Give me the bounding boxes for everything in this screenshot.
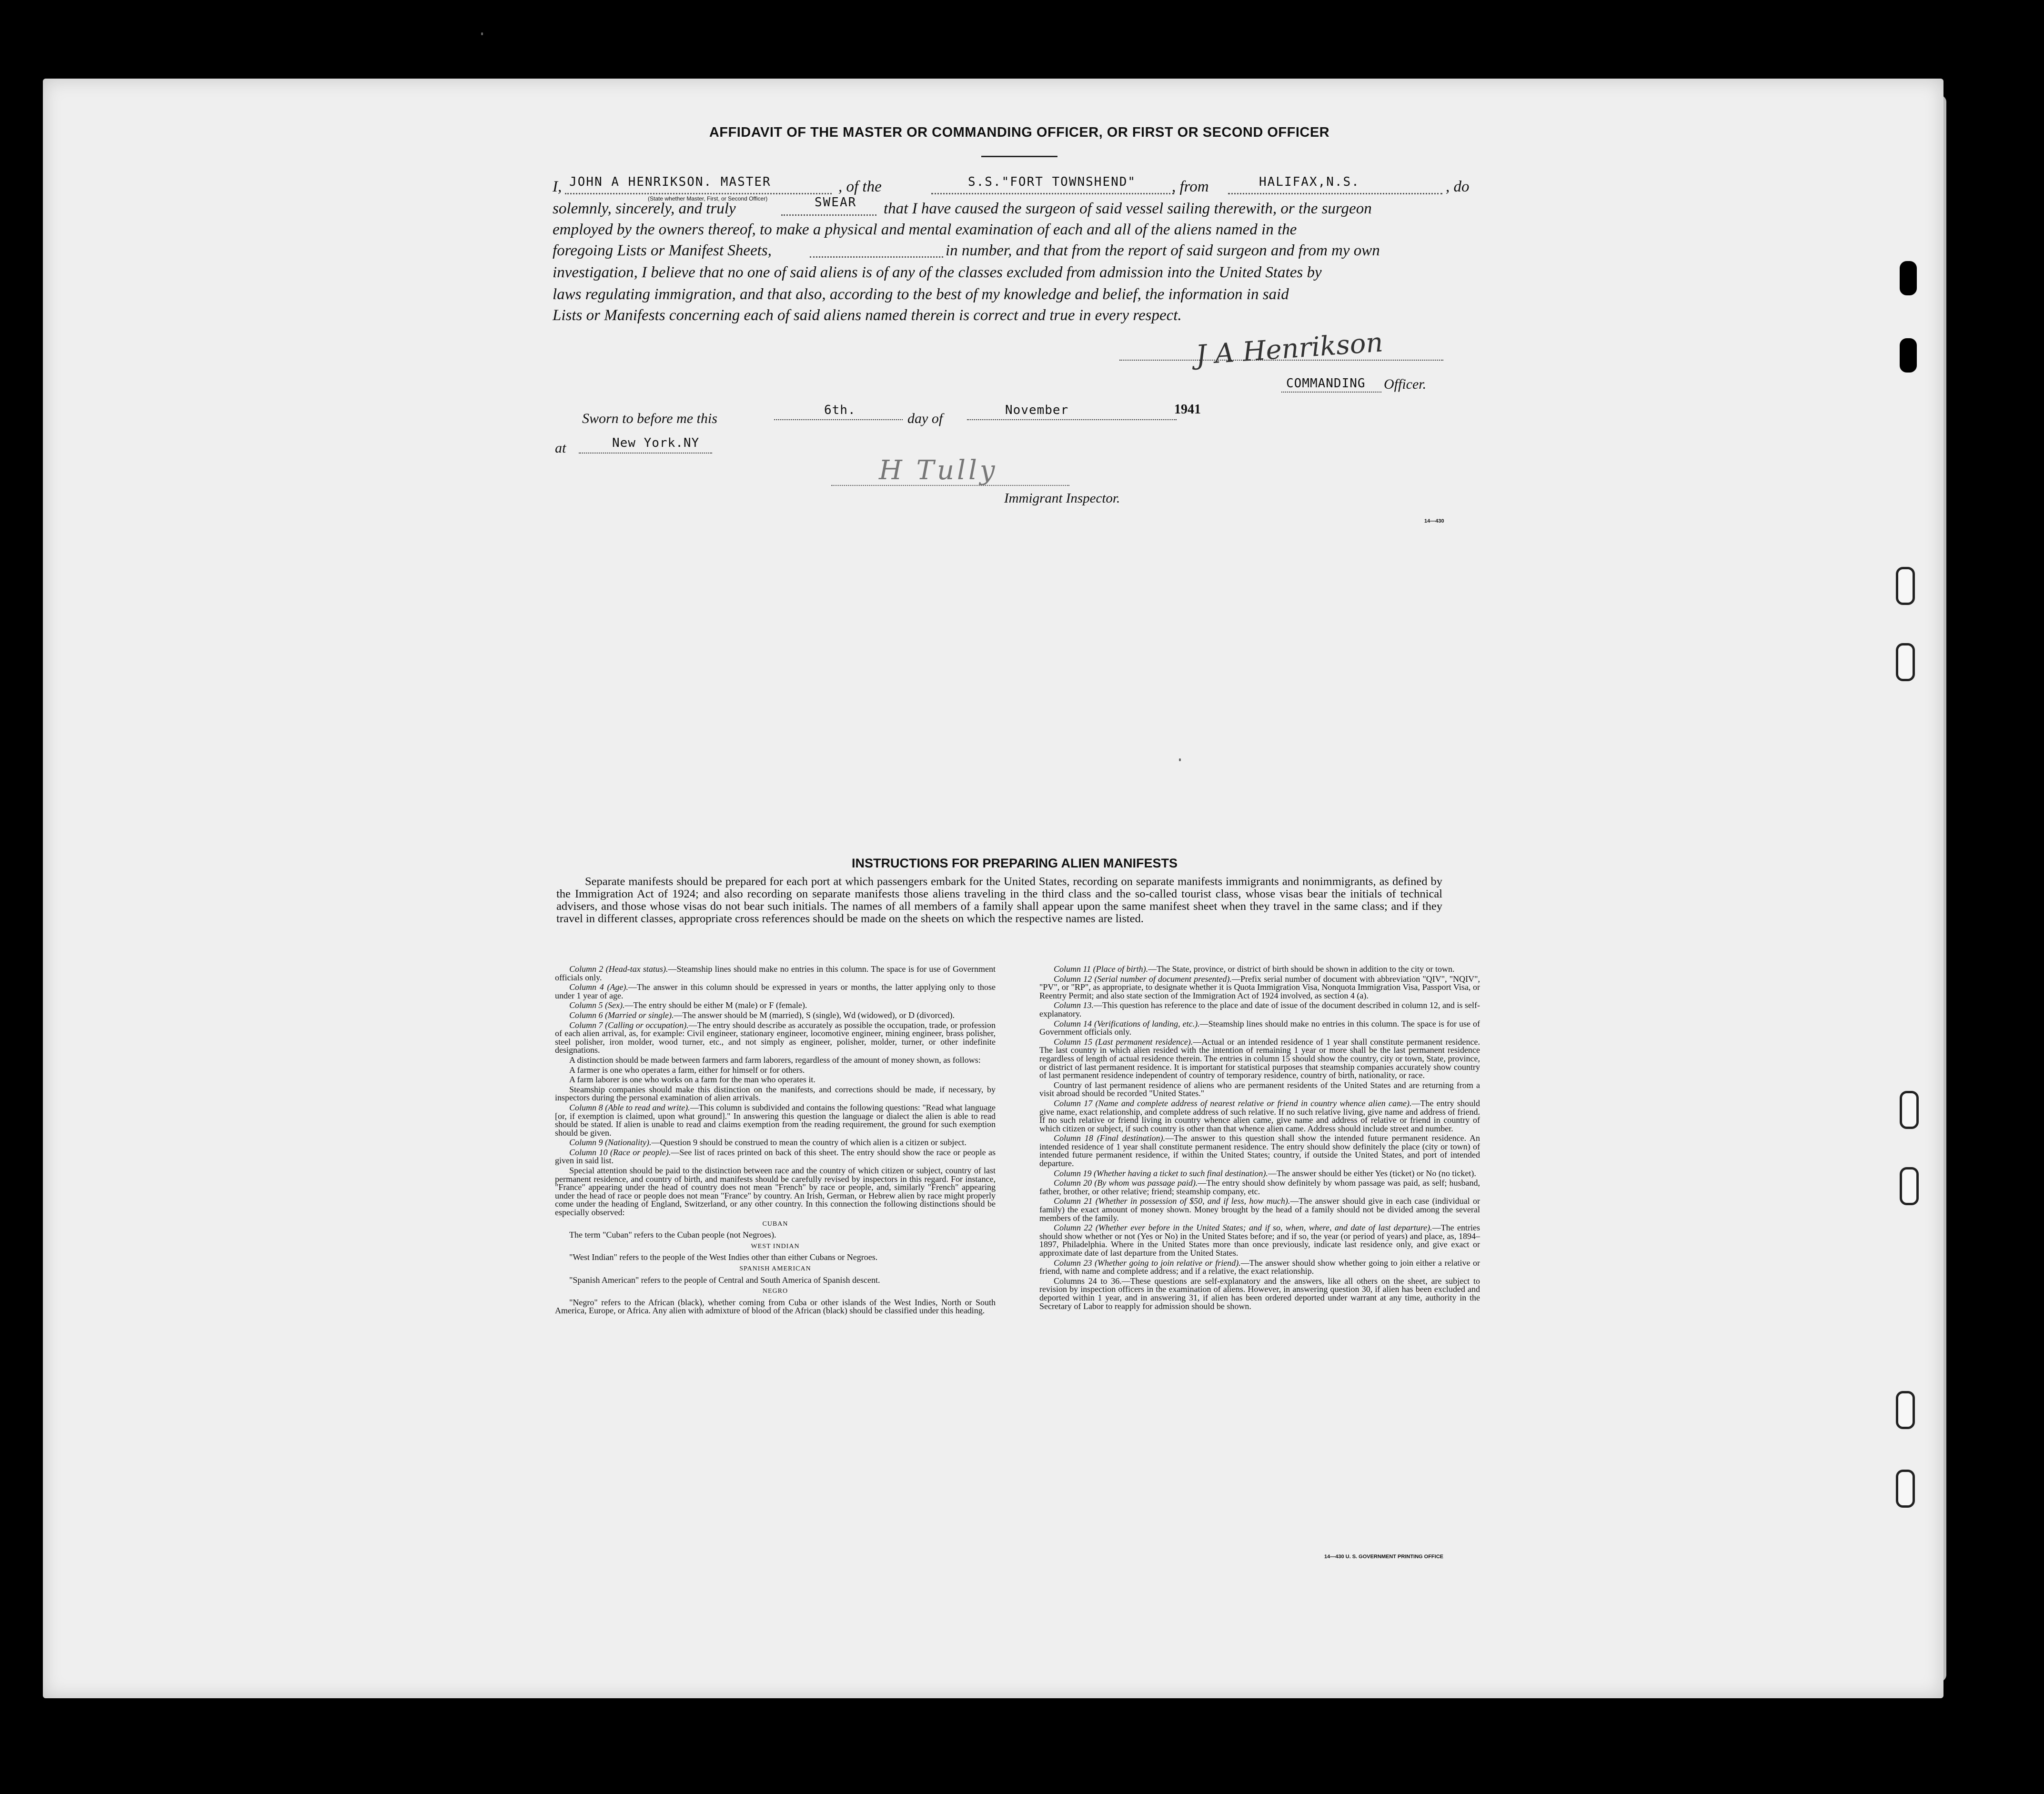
column-heading: Column 2 (Head-tax status). [569, 964, 668, 974]
master-name: JOHN A HENRIKSON. MASTER [569, 175, 771, 189]
officer-type-note: (State whether Master, First, or Second Officer) [648, 195, 768, 202]
title-rule [981, 156, 1057, 157]
officer-rank-line [1281, 392, 1381, 393]
instruction-text: A distinction should be made between farmers and farm laborers, regardless of the amount of money shown, as follows: [569, 1055, 981, 1065]
instruction-text: —The entry should give name, exact relationship, and complete address of such relative. If no such relative living, give name and address of friend. If no such relative or friend living in country whence alien came, give name and address of relative or friend in country of which citizen or subject, if such country is other than that whence alien came. Address should include street and number. [1039, 1098, 1480, 1133]
instruction-paragraph [555, 1231, 996, 1240]
instruction-paragraph [1039, 1134, 1480, 1168]
instruction-text: —The State, province, or district of birth should be shown in addition to the city or town. [1148, 964, 1455, 974]
instruction-paragraph [555, 1056, 996, 1065]
instruction-paragraph [1039, 1038, 1480, 1080]
instruction-paragraph [555, 1086, 996, 1102]
column-heading: Column 19 (Whether having a ticket to such final destination). [1054, 1168, 1268, 1178]
column-heading: Column 13. [1054, 1000, 1094, 1010]
instruction-text: —The entry should describe as accurately as possible the occupation, trade, or profession of each alien arrival, as, for example: Civil engineer, stationary engineer, locomotive engineer, mining engineer, brass polisher, steel polisher, iron molder, wood turner, etc., and not simply as engineer, polisher, molder, turner, or other indefinite designations. [555, 1020, 996, 1055]
officer-rank: COMMANDING [1286, 376, 1366, 391]
column-heading: Column 9 (Nationality). [569, 1138, 652, 1148]
instruction-text: —The answer should show whether going to join either a relative or friend, with name and complete address; and if a relative, the exact relationship. [1039, 1258, 1480, 1276]
instruction-paragraph [1039, 975, 1480, 1000]
affidavit-line-4-post: in number, and that from the report of said surgeon and from my own [946, 242, 1380, 259]
sworn-day-of: day of [907, 411, 943, 426]
dust-speck [481, 32, 483, 35]
instruction-paragraph [555, 1139, 996, 1147]
column-heading: Column 20 (By whom was passage paid). [1054, 1178, 1198, 1188]
sworn-year: 1941 [1174, 402, 1201, 417]
instruction-text: "Spanish American" refers to the people of Central and South America of Spanish descent. [569, 1275, 880, 1285]
affidavit-line-6: laws regulating immigration, and that also, according to the best of my knowledge and belief, the information in said [553, 286, 1289, 303]
binder-hole [1896, 567, 1915, 605]
number-line [810, 256, 943, 258]
officer-word: Officer. [1384, 376, 1427, 392]
ship-name: S.S."FORT TOWNSHEND" [968, 175, 1137, 189]
departure-port-line [1228, 193, 1442, 194]
sworn-month-line [967, 419, 1177, 420]
instructions-intro [556, 876, 1442, 925]
sworn-place-line [579, 453, 712, 454]
binder-hole [1900, 1091, 1919, 1129]
departure-port: HALIFAX,N.S. [1259, 175, 1360, 189]
instruction-paragraph [555, 1021, 996, 1055]
instruction-paragraph [1039, 1169, 1480, 1178]
text-from: , from [1172, 178, 1209, 195]
inspector-signature: H Tully [879, 455, 998, 486]
instructions-left-column [555, 965, 996, 1317]
affidavit-line-2-post: that I have caused the surgeon of said vessel sailing therewith, or the surgeon [884, 200, 1372, 217]
instruction-paragraph [1039, 1081, 1480, 1098]
instruction-text: —See list of races printed on back of this sheet. The entry should show the race or people as given in said list. [555, 1147, 996, 1166]
instructions-right-column [1039, 965, 1480, 1312]
instruction-text: —Steamship lines should make no entries in this column. The space is for use of Government officials only. [555, 964, 996, 982]
affidavit-line-3: employed by the owners thereof, to make a physical and mental examination of each and all of the aliens named in the [553, 221, 1297, 238]
instructions-title: INSTRUCTIONS FOR PREPARING ALIEN MANIFESTS [851, 856, 1178, 870]
instruction-paragraph [1039, 1001, 1480, 1018]
affidavit-title: AFFIDAVIT OF THE MASTER OR COMMANDING OFFICER, OR FIRST OR SECOND OFFICER [709, 125, 1330, 140]
oath-line [781, 214, 876, 216]
affidavit-line-2-pre: solemnly, sincerely, and truly [553, 200, 736, 217]
instruction-text: —The entry should be either M (male) or F (female). [624, 1000, 807, 1010]
instruction-text: —The answer should give in each case (individual or family) the exact amount of money shown. Money brought by the head of a family should not be divided among the several members of the family. [1039, 1196, 1480, 1223]
instruction-text: —Steamship lines should make no entries in this column. The space is for use of Government officials only. [1039, 1018, 1480, 1037]
sworn-day: 6th. [824, 403, 856, 417]
form-code: 14—430 [1424, 518, 1444, 524]
section-caption: CUBAN [762, 1220, 788, 1228]
instruction-text: Special attention should be paid to the distinction between race and the country of which citizen or subject, country of last permanent residence, and country of birth, and manifests should be carefully revised by inspectors in this regard. For instance, "France" appearing under the head of country does not mean "French" by race or people, and, similarly "French" appearing under the head of race or people does not mean "France" by country. An Irish, German, or Hebrew alien by race might properly come under the heading of England, Switzerland, or any other country. In this connection the following distinctions should be especially observed: [555, 1166, 996, 1218]
instruction-text: —The answer should be either Yes (ticket) or No (no ticket). [1268, 1168, 1476, 1178]
instruction-paragraph [555, 1104, 996, 1137]
column-heading: Column 12 (Serial number of document presented). [1054, 974, 1232, 984]
instruction-text: Steamship companies should make this distinction on the manifests, and corrections should be made, if necessary, by inspectors during the personal examination of alien arrivals. [555, 1084, 996, 1103]
sworn-at: at [555, 440, 566, 456]
column-heading: Column 5 (Sex). [569, 1000, 625, 1010]
instruction-paragraph [1039, 1277, 1480, 1310]
instruction-text: A farmer is one who operates a farm, either for himself or for others. [569, 1065, 805, 1075]
sworn-month: November [1005, 403, 1069, 417]
instruction-text: —The entries should show whether or not (Yes or No) in the United States before; and if so, the year (or period of years) and place, as, 1894–1897, Philadelphia. Where in the United States more than once previously, indicate last residence only, and give exact or approximate date of last departure from the United States. [1039, 1223, 1480, 1258]
instruction-text: —The answer to this question shall show the intended future permanent residence. An intended residence of 1 year shall constitute permanent residence. The entry should show definitely the place (city or town) of intended future permanent residence, if within the United States; country, if outside the United States, and port of intended departure. [1039, 1133, 1480, 1169]
instruction-paragraph [555, 1001, 996, 1010]
instruction-text: —Actual or an intended residence of 1 year shall constitute permanent residence. The last country in which alien resided with the intention of remaining 1 year or more shall be the last permanent residence regardless of length of actual residence therein. The entries in column 15 should show the country, city or town, State, province, or district of last permanent residence. It is important for statistical purposes that steamship companies accurately show country of last permanent residence independent of country of temporary residence, country of birth, nationality, or race. [1039, 1037, 1480, 1080]
instruction-paragraph [1039, 1099, 1480, 1133]
affidavit-line-4-pre: foregoing Lists or Manifest Sheets, [553, 242, 772, 259]
instruction-paragraph [555, 1011, 996, 1020]
signature-line [1119, 360, 1443, 361]
instruction-paragraph [555, 1076, 996, 1084]
inspector-signature-line [831, 485, 1069, 486]
column-heading: Column 23 (Whether going to join relative or friend). [1054, 1258, 1241, 1268]
binder-hole [1896, 643, 1915, 681]
instruction-text: Country of last permanent residence of aliens who are permanent residents of the United States and are returning from a visit abroad should be recorded "United States." [1039, 1080, 1480, 1099]
sworn-text: Sworn to before me this [582, 411, 717, 426]
column-heading: Column 22 (Whether ever before in the United States; and if so, when, where, and date of last departure). [1054, 1223, 1432, 1233]
column-heading: Column 4 (Age). [569, 982, 628, 992]
column-heading: Column 10 (Race or people). [569, 1147, 671, 1157]
column-heading: Column 18 (Final destination). [1054, 1133, 1166, 1143]
dust-speck [1179, 758, 1181, 761]
text-of-the: , of the [838, 178, 882, 195]
instruction-paragraph [1039, 1179, 1480, 1196]
instruction-text: —The entry should show definitely by whom passage was paid, as self; husband, father, brother, or other relative; friend; steamship company, etc. [1039, 1178, 1480, 1196]
column-heading: Column 21 (Whether in possession of $50, and if less, how much). [1054, 1196, 1290, 1206]
instruction-paragraph [1039, 1259, 1480, 1276]
instruction-paragraph [555, 1299, 996, 1315]
instruction-text: "West Indian" refers to the people of the West Indies other than either Cubans or Negroes. [569, 1252, 878, 1262]
printing-office-footer: 14—430 U. S. GOVERNMENT PRINTING OFFICE [1324, 1554, 1443, 1560]
binder-hole [1900, 261, 1917, 295]
instruction-paragraph [555, 1276, 996, 1285]
instruction-paragraph [1039, 965, 1480, 974]
instruction-text: —This column is subdivided and contains the following questions: "Read what language [or, if exemption is claimed, upon what ground]." In answering this question the language or dialect the alien is able to read should be stated. If alien is unable to read and claims exemption from the reading requirement, the ground for such exemption should be given. [555, 1102, 996, 1138]
column-heading: Column 8 (Able to read and write). [569, 1102, 690, 1112]
text-do: , do [1446, 178, 1470, 195]
column-heading: Column 7 (Calling or occupation). [569, 1020, 689, 1030]
instruction-text: The term "Cuban" refers to the Cuban people (not Negroes). [569, 1230, 776, 1240]
instruction-text: A farm laborer is one who works on a farm for the man who operates it. [569, 1075, 816, 1085]
instruction-paragraph [555, 1066, 996, 1075]
instruction-paragraph [1039, 1197, 1480, 1222]
intro-paragraph: Separate manifests should be prepared for each port at which passengers embark for the United States, recording on separate manifests immigrants and nonimmigrants, as defined by the Immigration Act of 1924; and also recording on separate manifests those aliens traveling in the third class and the so-called tourist class, whose visas bear the initials of technical advisers, and those whose visas do not bear such initials. The names of all members of a family shall appear upon the same manifest sheet when they travel in the same class; and if they travel in different classes, appropriate cross references should be made on the sheets on which the respective names are listed. [556, 875, 1442, 925]
instruction-paragraph [555, 983, 996, 1000]
column-heading: Column 11 (Place of birth). [1054, 964, 1148, 974]
master-name-line [565, 193, 832, 194]
ship-name-line [931, 193, 1174, 194]
instruction-paragraph [555, 1167, 996, 1217]
section-caption: SPANISH AMERICAN [739, 1265, 811, 1272]
instruction-text: Columns 24 to 36.—These questions are self-explanatory and the answers, like all others on the sheet, are subject to revision by inspection officers in the examination of aliens. However, in answering question 30, if alien has been excluded and deported within 1 year, and in answering 31, if alien has been ordered deported under warrant at any time, authority in the Secretary of Labor to reapply for admission should be shown. [1039, 1276, 1480, 1311]
affidavit-line-5: investigation, I believe that no one of said aliens is of any of the classes excluded from admission into the United States by [553, 264, 1322, 281]
instruction-text: —Question 9 should be construed to mean the country of which alien is a citizen or subject. [651, 1138, 967, 1148]
instruction-paragraph [555, 965, 996, 982]
instruction-text: —Prefix serial number of document with abbreviation "QIV", "NQIV", "PV", or "RP", as appropriate, to designate whether it is Quota Immigration Visa, Nonquota Immigration Visa, Passport Visa, or Reentry Permit; and also state section of the Immigration Act of 1924 involved, as section 4 (a). [1039, 974, 1480, 1000]
instruction-text: —The answer should be M (married), S (single), Wd (widowed), or D (divorced). [674, 1010, 955, 1020]
instruction-paragraph [555, 1253, 996, 1262]
sworn-day-line [774, 419, 903, 420]
instruction-paragraph [1039, 1020, 1480, 1037]
binder-hole [1900, 338, 1917, 373]
inspector-title: Immigrant Inspector. [1004, 491, 1120, 506]
instruction-text: —The answer in this column should be expressed in years or months, the latter applying only to those under 1 year of age. [555, 982, 996, 1000]
binder-hole [1900, 1167, 1919, 1205]
column-heading: Column 17 (Name and complete address of nearest relative or friend in country whence alien came). [1054, 1098, 1412, 1108]
sworn-place: New York.NY [612, 436, 700, 450]
instruction-text: "Negro" refers to the African (black), whether coming from Cuba or other islands of the West Indies, North or South America, Europe, or Africa. Any alien with admixture of blood of the African (black) should be classified under this heading. [555, 1297, 996, 1316]
section-caption: WEST INDIAN [751, 1242, 800, 1250]
binder-hole [1896, 1391, 1915, 1429]
text-i: I, [553, 178, 562, 195]
oath-word: SWEAR [815, 195, 857, 210]
instruction-text: —This question has reference to the place and date of issue of the document described in column 12, and is self-explanatory. [1039, 1000, 1480, 1018]
affidavit-line-7: Lists or Manifests concerning each of said aliens named therein is correct and true in every respect. [553, 307, 1182, 324]
instruction-paragraph [1039, 1224, 1480, 1257]
binder-hole [1896, 1470, 1915, 1508]
master-signature: J A Henrikson [1195, 327, 1384, 371]
section-caption: NEGRO [762, 1288, 788, 1295]
column-heading: Column 14 (Verifications of landing, etc.). [1054, 1018, 1200, 1028]
instruction-paragraph [555, 1149, 996, 1165]
column-heading: Column 6 (Married or single). [569, 1010, 674, 1020]
column-heading: Column 15 (Last permanent residence). [1054, 1037, 1193, 1047]
